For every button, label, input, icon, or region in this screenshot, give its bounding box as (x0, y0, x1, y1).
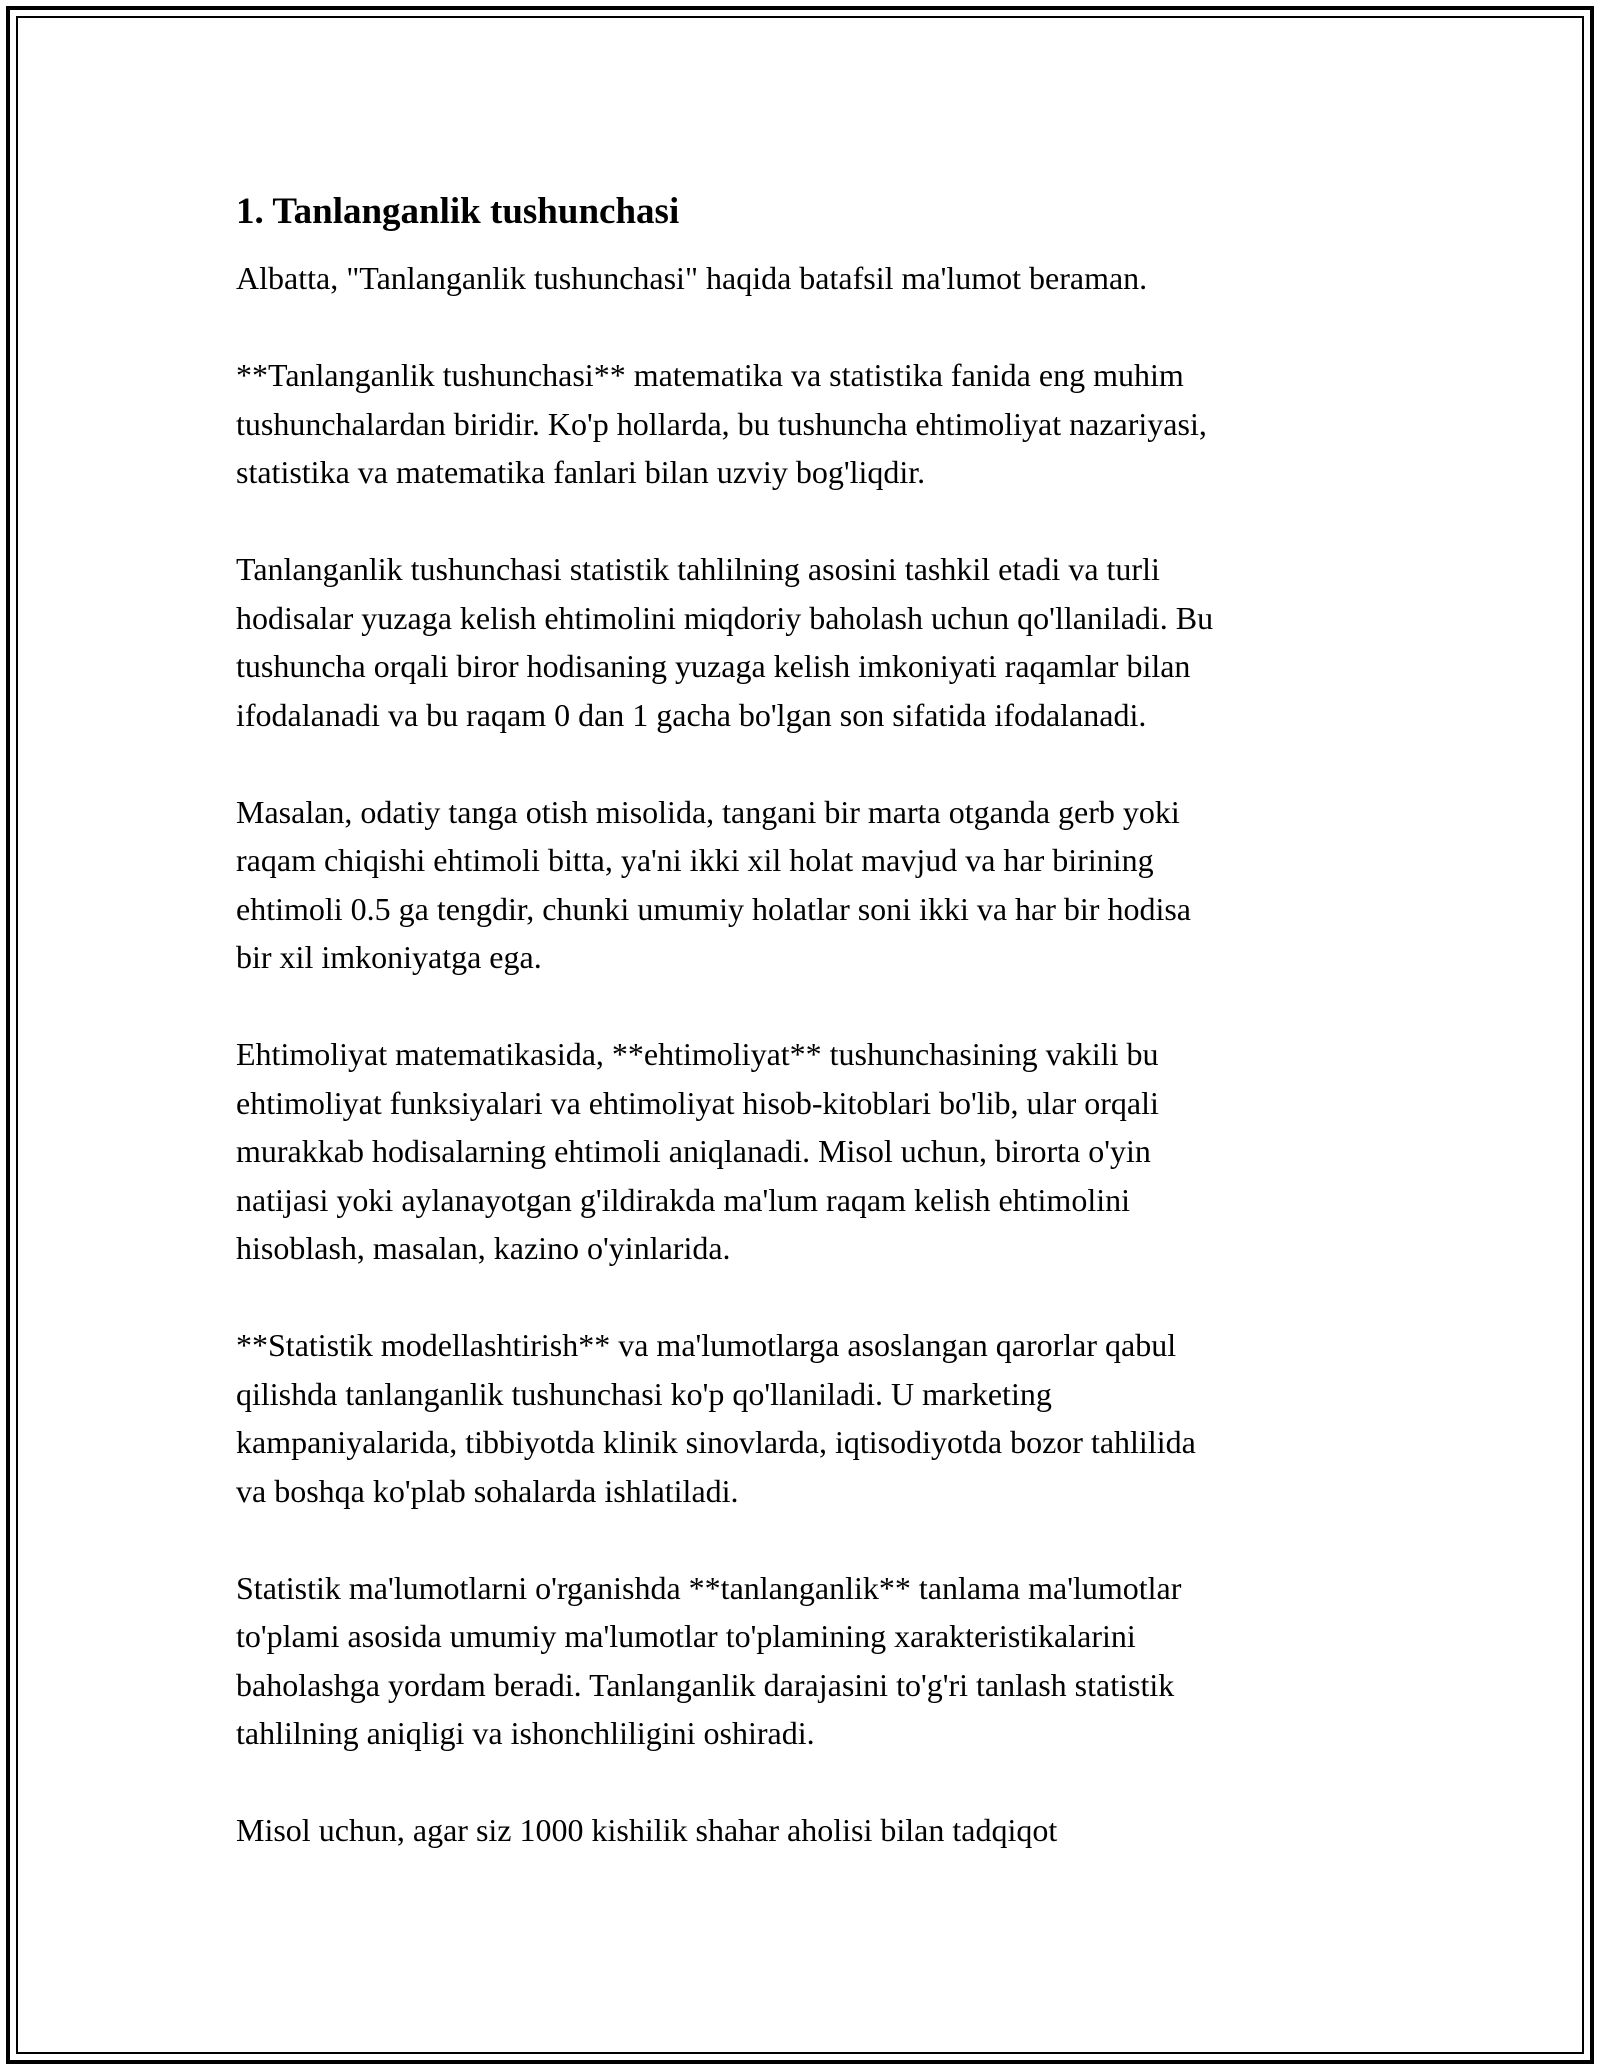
paragraph-line: natijasi yoki aylanayotgan g'ildirakda ma'lum raqam kelish ehtimolini (236, 1181, 1130, 1218)
paragraph-line: bir xil imkoniyatga ega. (236, 939, 542, 975)
paragraph-6 (236, 1321, 1366, 1515)
paragraph-1 (236, 254, 1366, 303)
document-title: 1. Tanlanganlik tushunchasi (236, 191, 680, 232)
paragraph-line: va boshqa ko'plab sohalarda ishlatiladi. (236, 1472, 739, 1509)
paragraph-line: kampaniyalarida, tibbiyotda klinik sinovlarda, iqtisodiyotda bozor tahlilida (236, 1424, 1196, 1460)
paragraph-7 (236, 1564, 1366, 1758)
paragraph-line: Statistik ma'lumotlarni o'rganishda **tanlanganlik** tanlama ma'lumotlar (236, 1569, 1182, 1606)
paragraph-line: qilishda tanlanganlik tushunchasi ko'p qo'llaniladi. U marketing (236, 1375, 1052, 1412)
document-body (236, 186, 1366, 1903)
paragraph-line: Albatta, "Tanlanganlik tushunchasi" haqida batafsil ma'lumot beraman. (236, 260, 1148, 296)
paragraph-line: Misol uchun, agar siz 1000 kishilik shahar aholisi bilan tadqiqot (236, 1812, 1058, 1848)
paragraph-line: ehtimoli 0.5 ga tengdir, chunki umumiy holatlar soni ikki va har bir hodisa (236, 890, 1191, 927)
paragraph-line: to'plami asosida umumiy ma'lumotlar to'plamining xarakteristikalarini (236, 1618, 1136, 1654)
paragraph-line: hodisalar yuzaga kelish ehtimolini miqdoriy baholash uchun qo'llaniladi. Bu (236, 599, 1214, 636)
paragraph-line: statistika va matematika fanlari bilan uzviy bog'liqdir. (236, 454, 926, 490)
paragraph-line: tushunchalardan biridir. Ko'p hollarda, bu tushuncha ehtimoliyat nazariyasi, (236, 405, 1207, 442)
paragraph-line: tushuncha orqali biror hodisaning yuzaga kelish imkoniyati raqamlar bilan (236, 648, 1191, 684)
paragraph-line: **Statistik modellashtirish** va ma'lumotlarga asoslangan qarorlar qabul (236, 1327, 1177, 1363)
paragraph-line: **Tanlanganlik tushunchasi** matematika va statistika fanida eng muhim (236, 357, 1184, 393)
paragraph-3 (236, 545, 1366, 739)
paragraph-4 (236, 788, 1366, 982)
paragraph-8 (236, 1806, 1366, 1855)
paragraph-line: tahlilning aniqligi va ishonchliligini oshiradi. (236, 1715, 815, 1751)
paragraph-2 (236, 351, 1366, 497)
paragraph-line: hisoblash, masalan, kazino o'yinlarida. (236, 1230, 731, 1266)
paragraph-line: murakkab hodisalarning ehtimoli aniqlanadi. Misol uchun, birorta o'yin (236, 1133, 1151, 1169)
paragraph-line: raqam chiqishi ehtimoli bitta, ya'ni ikki xil holat mavjud va har birining (236, 842, 1154, 878)
paragraph-line: ehtimoliyat funksiyalari va ehtimoliyat hisob-kitoblari bo'lib, ular orqali (236, 1084, 1159, 1121)
paragraph-line: Ehtimoliyat matematikasida, **ehtimoliyat** tushunchasining vakili bu (236, 1036, 1159, 1072)
paragraph-line: Tanlanganlik tushunchasi statistik tahlilning asosini tashkil etadi va turli (236, 551, 1160, 587)
paragraph-line: Masalan, odatiy tanga otish misolida, tangani bir marta otganda gerb yoki (236, 793, 1180, 830)
paragraph-line: baholashga yordam beradi. Tanlanganlik darajasini to'g'ri tanlash statistik (236, 1666, 1175, 1703)
paragraph-5 (236, 1030, 1366, 1273)
paragraph-line: ifodalanadi va bu raqam 0 dan 1 gacha bo'lgan son sifatida ifodalanadi. (236, 696, 1147, 733)
